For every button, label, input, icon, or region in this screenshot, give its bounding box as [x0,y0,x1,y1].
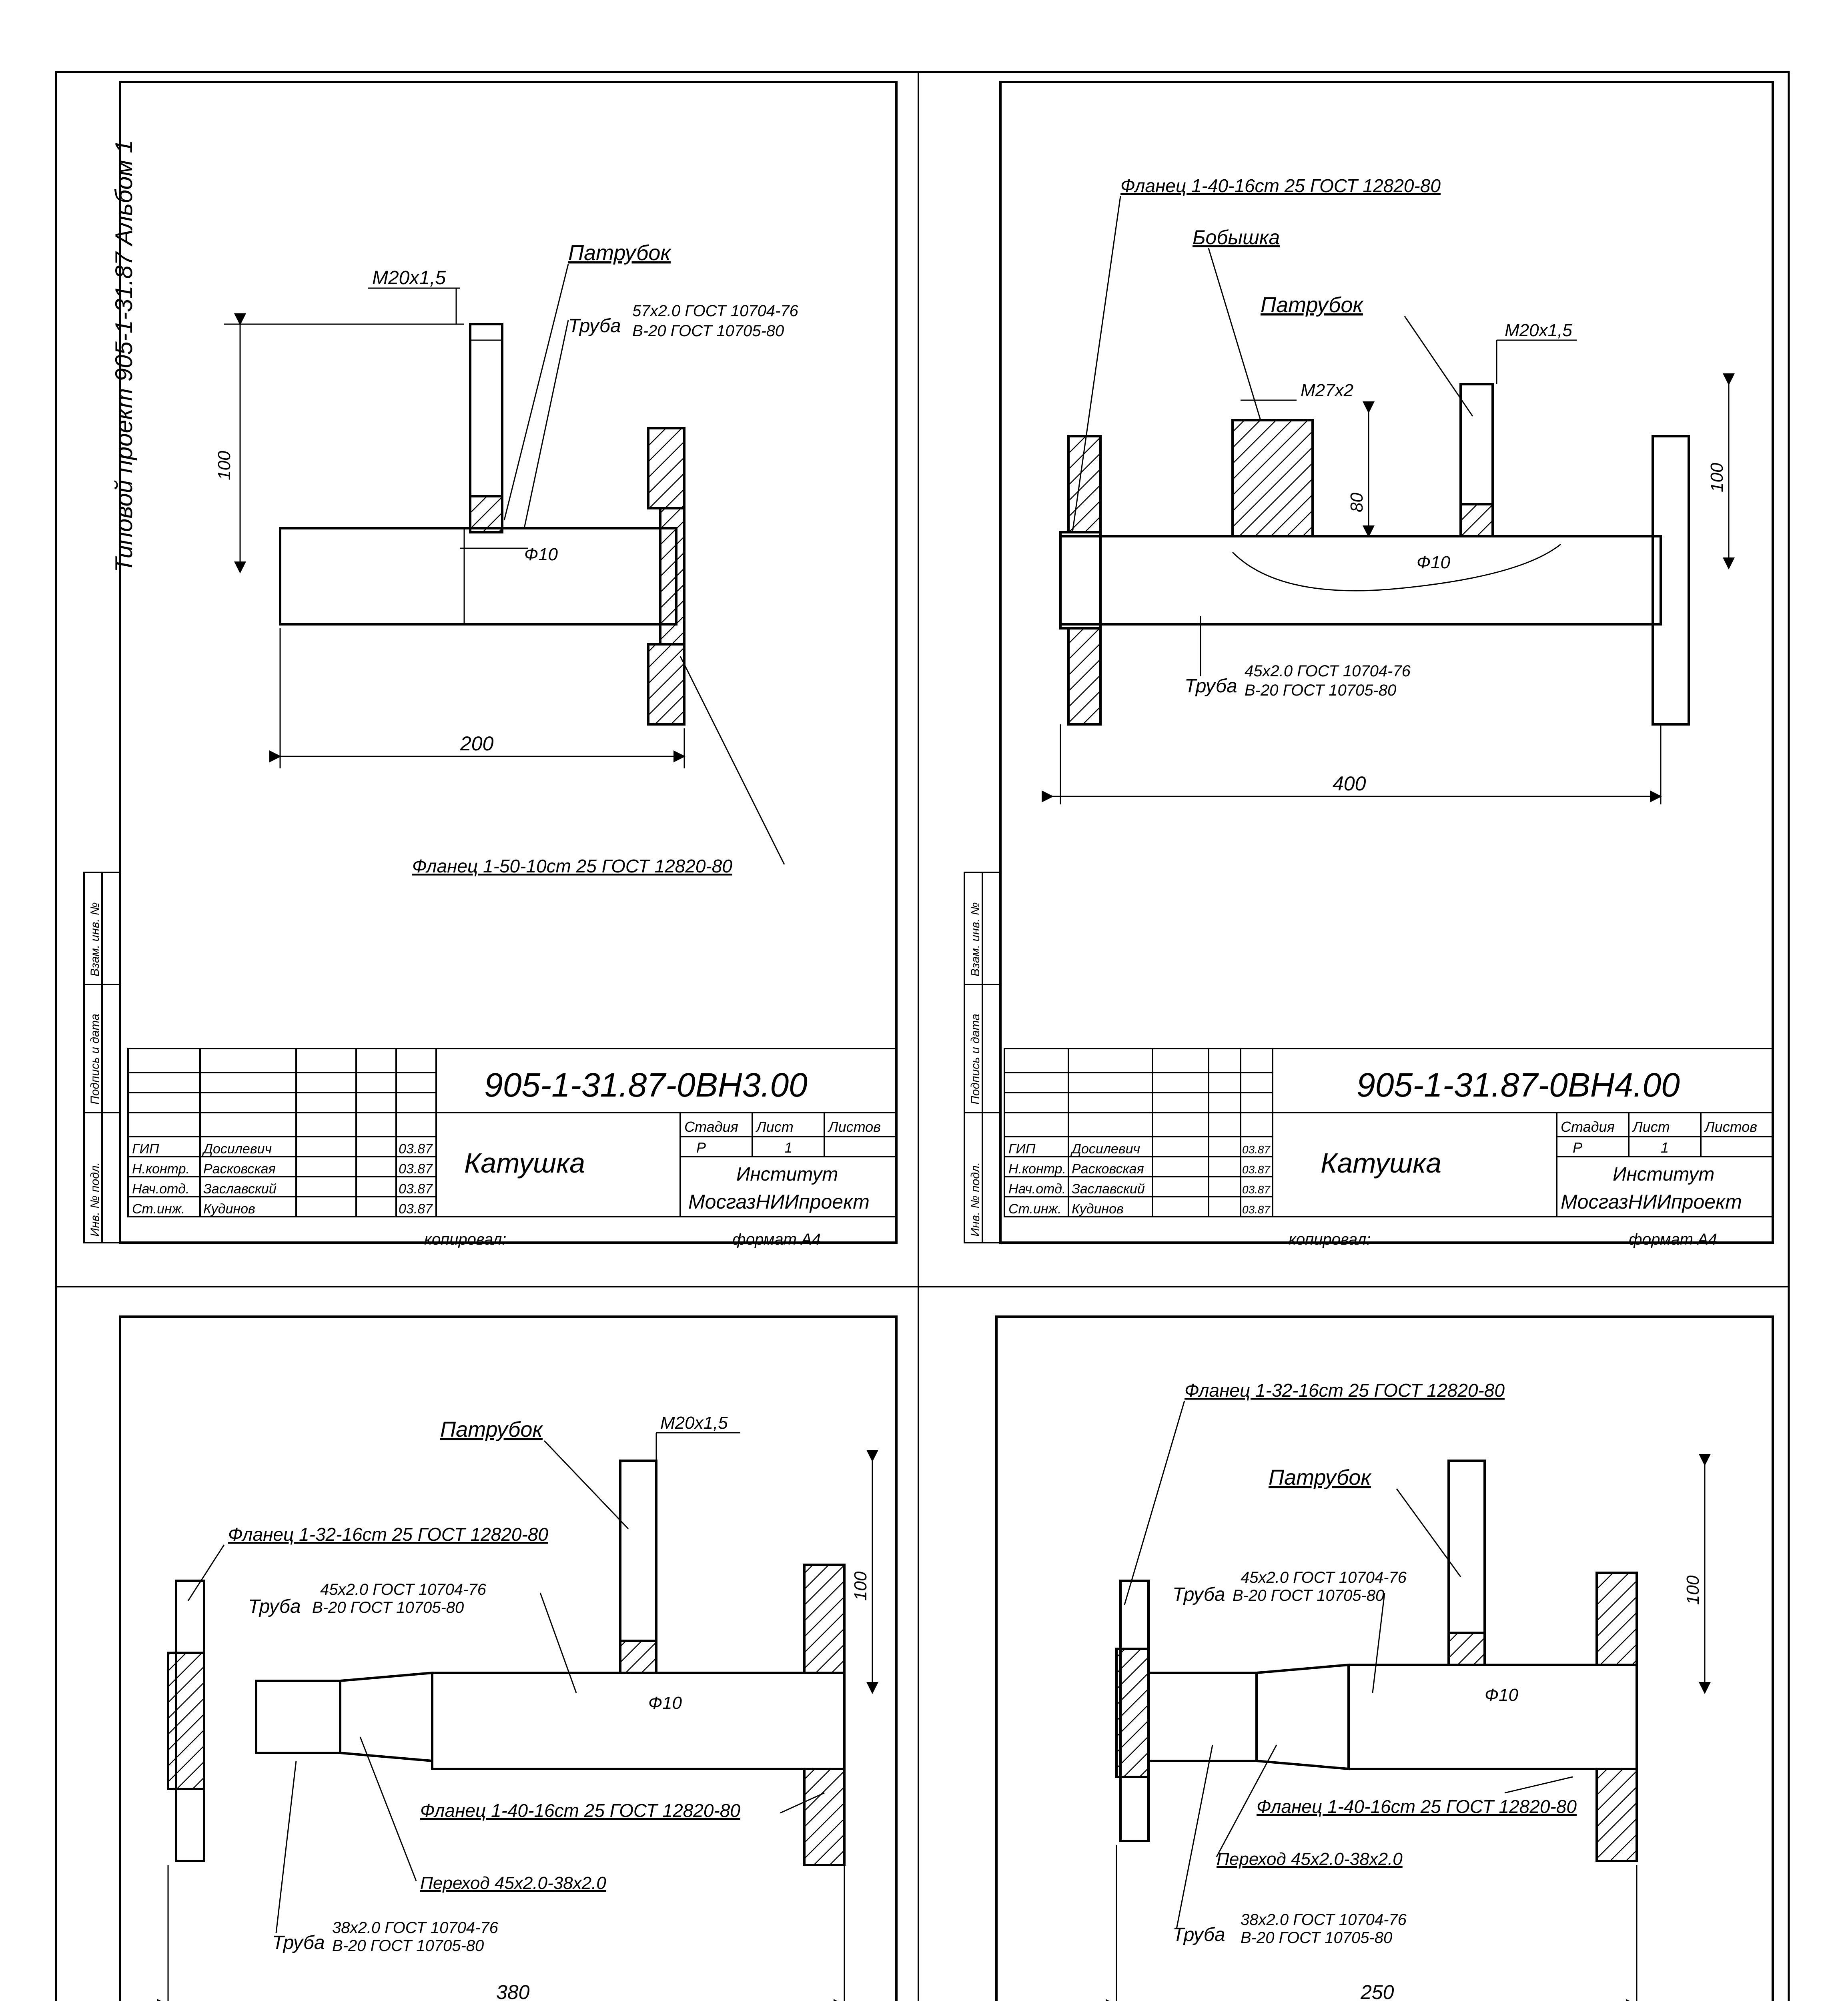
page-frame [56,72,1789,2001]
stage-value: Р [696,1139,706,1156]
drawing-title: Катушка [464,1147,585,1179]
sheet-0vn6 [960,1317,1773,2001]
date: 03.87 [1242,1203,1271,1216]
label-flange-right: Фланец 1-40-16ст 25 ГОСТ 12820-80 [420,1800,740,1821]
person-name: Кудинов [203,1201,255,1217]
drawing-code: 905-1-31.87-0ВН4.00 [1357,1066,1680,1104]
dim-hole: Ф10 [1417,553,1450,572]
label-pipe-spec1: 45х2.0 ГОСТ 10704-76 [320,1581,486,1598]
dim-height: 100 [851,1571,870,1601]
sheet-header: Лист [1633,1119,1670,1135]
label-flange-left: Фланец 1-32-16ст 25 ГОСТ 12820-80 [1185,1380,1505,1401]
sheet-header: Лист [756,1119,794,1135]
label-thread: М20х1,5 [660,1413,728,1433]
role: ГИП [132,1141,159,1157]
label-pipe2-spec2: В-20 ГОСТ 10705-80 [332,1937,484,1955]
label-pipe-spec1: 45х2.0 ГОСТ 10704-76 [1245,662,1411,680]
label-nozzle: Патрубок [1269,1466,1371,1490]
dim-height: 100 [1683,1575,1703,1605]
dim-height: 100 [1707,463,1727,492]
label-pipe-spec2: В-20 ГОСТ 10705-80 [632,322,784,340]
label-thread: М20х1,5 [1505,321,1572,340]
date: 03.87 [1242,1183,1271,1196]
label-flange: Фланец 1-40-16ст 25 ГОСТ 12820-80 [1120,175,1441,196]
sheet-0vn5 [84,1317,896,2001]
stage-header: Стадия [1561,1119,1615,1135]
copied-label: копировал: [424,1231,507,1248]
label-pipe-spec2: В-20 ГОСТ 10705-80 [1245,682,1397,699]
date: 03.87 [399,1141,433,1157]
person-name: Досилевич [203,1141,272,1157]
format-label: формат А4 [732,1231,821,1248]
date: 03.87 [1242,1143,1271,1156]
label-nozzle: Патрубок [568,241,671,265]
sheet-value: 1 [784,1139,793,1156]
date: 03.87 [399,1201,433,1217]
date: 03.87 [399,1181,433,1197]
stamp-text: Взам. инв. № [88,902,102,976]
role: Ст.инж. [132,1201,185,1217]
label-reducer: Переход 45х2.0-38х2.0 [420,1873,606,1893]
label-reducer: Переход 45х2.0-38х2.0 [1217,1849,1403,1869]
person-name: Заславский [203,1181,277,1197]
label-pipe-spec1: 57х2.0 ГОСТ 10704-76 [632,302,798,320]
sheets-header: Листов [1705,1119,1758,1135]
label-flange-right: Фланец 1-40-16ст 25 ГОСТ 12820-80 [1257,1796,1577,1817]
label-pipe: Труба [568,315,621,337]
label-flange-left: Фланец 1-32-16ст 25 ГОСТ 12820-80 [228,1524,548,1545]
dim-hole: Ф10 [648,1693,682,1713]
label-boss: Бобышка [1193,226,1280,249]
stage-value: Р [1573,1139,1583,1156]
label-pipe-spec1: 45х2.0 ГОСТ 10704-76 [1241,1569,1407,1586]
role: Нач.отд. [132,1181,190,1197]
label-nozzle: Патрубок [1261,293,1363,317]
drawing-coil [1052,196,1729,804]
signature-rows [132,1141,433,1217]
sheet-0vn3 [84,82,896,1248]
label-pipe2-spec2: В-20 ГОСТ 10705-80 [1241,1929,1393,1947]
stamp-text: Инв. № подл. [88,1162,102,1237]
role: Н.контр. [132,1161,190,1177]
role: Н.контр. [1008,1161,1066,1177]
role: ГИП [1008,1141,1036,1157]
copied-label: копировал: [1289,1231,1371,1248]
organization: МосгазНИИпроект [688,1191,870,1213]
person-name: Расковская [1072,1161,1144,1177]
sheet-value: 1 [1661,1139,1669,1156]
date: 03.87 [1242,1163,1271,1176]
dim-length: 200 [460,732,494,755]
sheets-header: Листов [828,1119,881,1135]
person-name: Досилевич [1072,1141,1140,1157]
dim-height: 100 [214,451,234,480]
label-thread2: М27х2 [1301,381,1354,400]
format-label: формат А4 [1629,1231,1717,1248]
institute: Институт [736,1164,838,1185]
institute: Институт [1613,1164,1715,1185]
date: 03.87 [399,1161,433,1177]
stamp-text: Подпись и дата [969,1014,982,1105]
label-pipe2-spec1: 38х2.0 ГОСТ 10704-76 [332,1919,498,1937]
dim-length: 380 [496,1981,530,2001]
role: Нач.отд. [1008,1181,1066,1197]
sheet-0vn4 [964,82,1773,1248]
person-name: Заславский [1072,1181,1145,1197]
stamp-text: Взам. инв. № [969,902,982,976]
dim-80: 80 [1347,493,1367,512]
label-pipe2: Труба [272,1932,325,1953]
dim-length: 400 [1333,772,1366,795]
album-label: Типовой проект 905-1-31.87 Альбом 1 [110,140,137,572]
label-flange: Фланец 1-50-10ст 25 ГОСТ 12820-80 [412,856,732,876]
label-pipe2-spec1: 38х2.0 ГОСТ 10704-76 [1241,1911,1407,1929]
stamp-text: Подпись и дата [88,1014,102,1105]
stamp-text: Инв. № подл. [969,1162,982,1237]
label-pipe: Труба [1185,676,1237,697]
label-pipe: Труба [248,1596,301,1617]
label-thread: М20х1,5 [372,267,446,289]
dim-hole: Ф10 [524,545,558,564]
stage-header: Стадия [684,1119,738,1135]
label-pipe-spec2: В-20 ГОСТ 10705-80 [1233,1587,1385,1604]
label-pipe-spec2: В-20 ГОСТ 10705-80 [312,1599,464,1616]
drawing-code: 905-1-31.87-0ВН3.00 [484,1066,808,1104]
drawing-title: Катушка [1321,1147,1442,1179]
drawing-coil [168,1433,872,2001]
label-pipe: Труба [1173,1584,1225,1605]
organization: МосгазНИИпроект [1561,1191,1742,1213]
label-nozzle: Патрубок [440,1418,543,1442]
drawing-coil [224,264,784,864]
label-pipe2: Труба [1173,1924,1225,1945]
dim-length: 250 [1361,1981,1394,2001]
drawing-coil [1116,1401,1705,2001]
signature-rows [1008,1141,1271,1217]
dim-hole: Ф10 [1485,1685,1518,1705]
person-name: Расковская [203,1161,276,1177]
role: Ст.инж. [1008,1201,1062,1217]
person-name: Кудинов [1072,1201,1124,1217]
